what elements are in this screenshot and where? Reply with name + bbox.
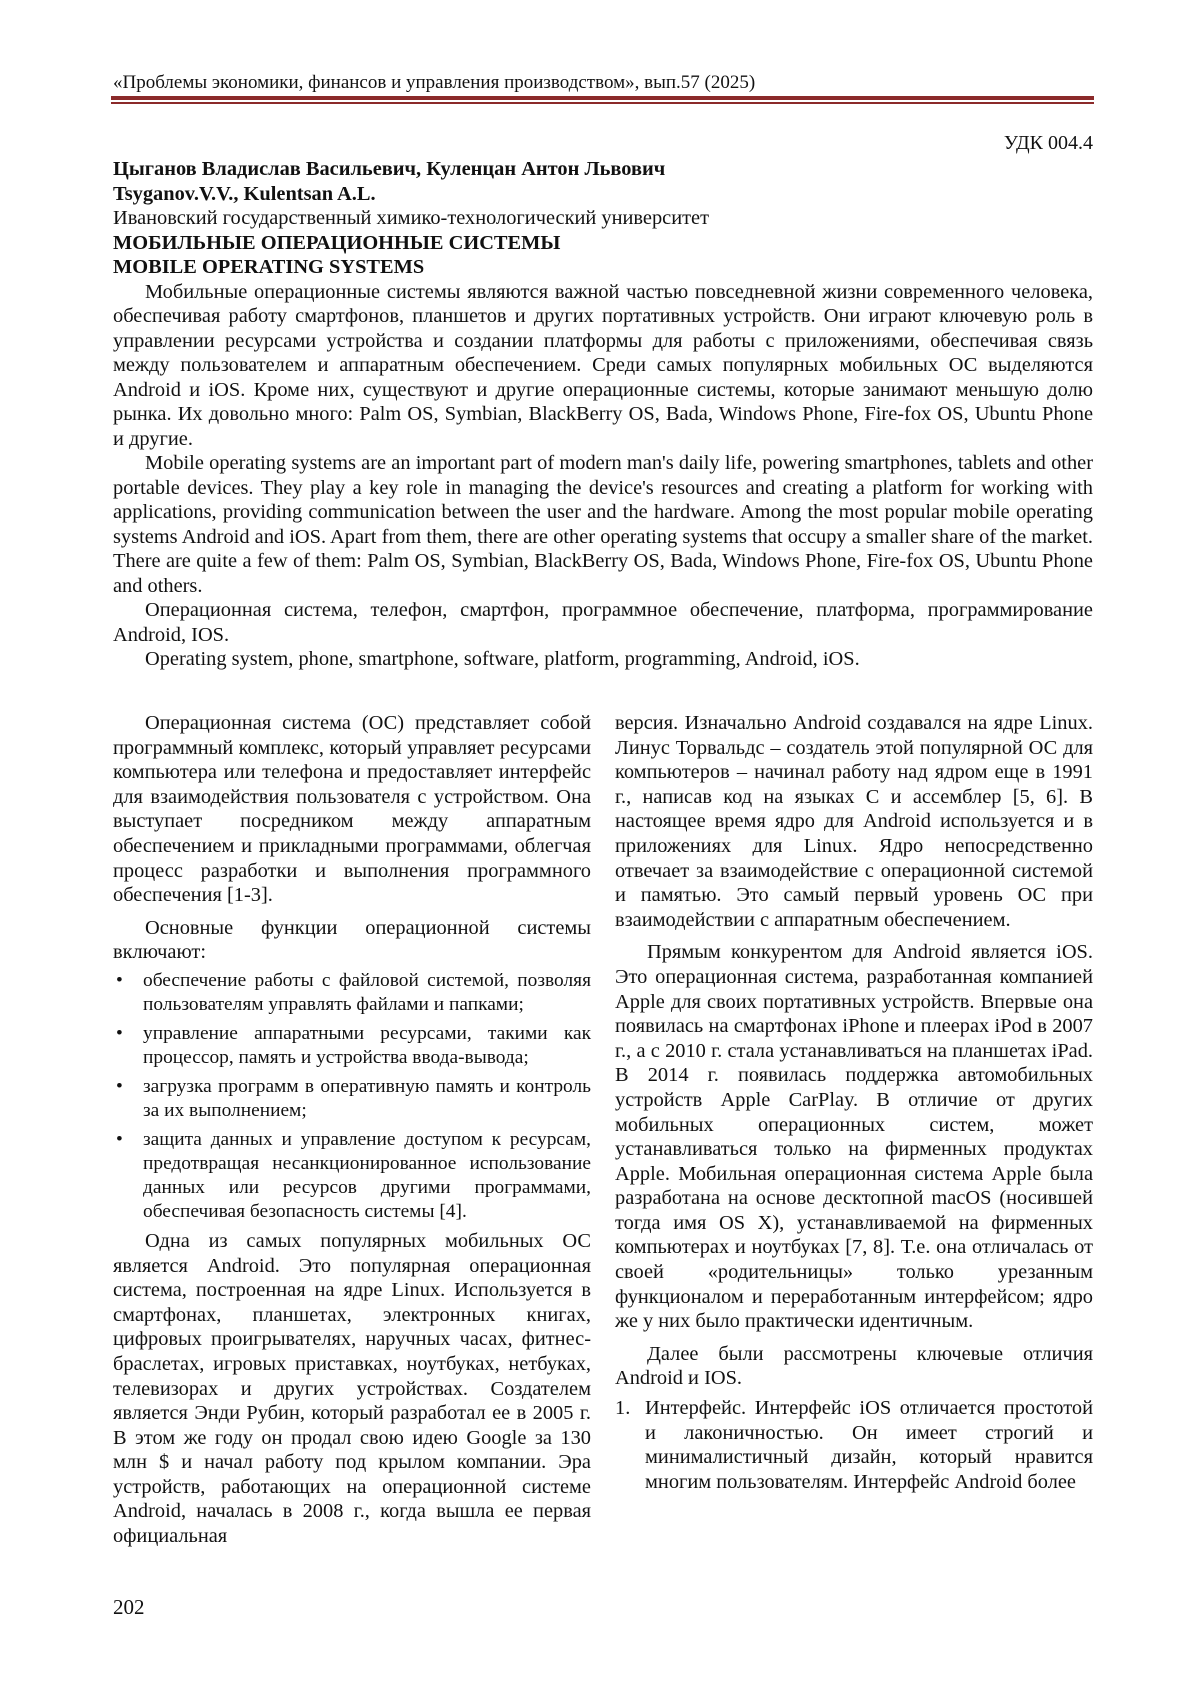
left-paragraph-3: Одна из самых популярных мобильных ОС является Android. Это популярная операционная система, построенная на ядре Linux. Используется в смартфонах, планшетах, электронных книгах, цифровых проигрывателях, наручных часах, фитнес-браслетах, игровых приставках, ноутбуках, нетбуках, телевизорах и других устройствах. Создателем является Энди Рубин, который разработал ее в 2005 г. В этом же году он продал свою идею Google за 130 млн $ и начал работу под крылом компании. Эра устройств, работающих на операционной системе Android, началась в 2008 г., когда вышла ее первая официальная <box>113 1229 591 1548</box>
left-paragraph-1: Операционная система (ОС) представляет собой программный комплекс, который управляет ресурсами компьютера или телефона и предоставляет интерфейс для взаимодействия пользователя с устройством. Она выступает посредником между аппаратным обеспечением и прикладными программами, облегчая процесс разработки и выполнения программного обеспечения [1-3]. <box>113 712 591 907</box>
list-item <box>615 1396 1093 1494</box>
front-matter <box>113 157 1093 672</box>
running-header: «Проблемы экономики, финансов и управления производством», вып.57 (2025) <box>113 72 756 93</box>
header-rule-thick <box>111 96 1094 100</box>
bullet-icon: • <box>116 1075 123 1097</box>
keywords-en: Operating system, phone, smartphone, software, platform, programming, Android, iOS. <box>145 648 860 670</box>
bullet-icon: • <box>116 1022 123 1044</box>
list-item <box>113 1128 591 1224</box>
list-item-text: Интерфейс. Интерфейс iOS отличается простотой и лаконичностью. Он имеет строгий и минималистичный дизайн, который нравится многим пользователям. Интерфейс Android более <box>645 1397 1093 1493</box>
right-paragraph-1: версия. Изначально Android создавался на ядре Linux. Линус Торвальдс – создатель этой популярной ОС для компьютеров – начинал работу над ядром еще в 1991 г., написав код на языках C и ассемблер [5, 6]. В настоящее время ядро для Android используется и в приложениях для Linux. Ядро непосредственно отвечает за взаимодействие с операционной системой и памятью. Это самый первый уровень ОС при взаимодействии с аппаратным обеспечением. <box>615 712 1093 931</box>
right-paragraph-3: Далее были рассмотрены ключевые отличия Android и IOS. <box>615 1342 1093 1390</box>
list-item-text: управление аппаратными ресурсами, такими как процессор, память и устройства ввода-вывода; <box>143 1022 591 1068</box>
udk-code: УДК 004.4 <box>1003 132 1093 154</box>
differences-list <box>615 1396 1093 1494</box>
authors-en: Tsyganov.V.V., Kulentsan A.L. <box>113 182 376 205</box>
left-paragraph-2: Основные функции операционной системы включают: <box>113 916 591 964</box>
abstract-ru: Мобильные операционные системы являются важной частью повседневной жизни современного человека, обеспечивая работу смартфонов, планшетов и других портативных устройств. Они играют ключевую роль в управлении ресурсами устройства и создании платформы для работы с приложениями, обеспечивая связь между пользователем и аппаратным обеспечением. Среди самых популярных мобильных ОС выделяются Android и iOS. Кроме них, существуют и другие операционные системы, которые занимают меньшую долю рынка. Их довольно много: Palm OS, Symbian, BlackBerry OS, Bada, Windows Phone, Fire-fox OS, Ubuntu Phone и другие. <box>113 280 1093 450</box>
functions-list <box>113 969 591 1224</box>
keywords-ru: Операционная система, телефон, смартфон, программное обеспечение, платформа, программирование Android, IOS. <box>113 599 1093 646</box>
header-rule-thin <box>111 102 1094 104</box>
page-number: 202 <box>113 1595 145 1619</box>
left-column <box>113 711 591 1549</box>
bullet-icon: • <box>116 969 123 991</box>
title-en: MOBILE OPERATING SYSTEMS <box>113 256 425 278</box>
list-item-text: защита данных и управление доступом к ресурсам, предотвращая несанкционированное использование данных или ресурсов другими программами, обеспечивая безопасность системы [4]. <box>143 1128 591 1222</box>
authors-ru: Цыганов Владислав Васильевич, Куленцан Антон Львович <box>113 158 666 180</box>
bullet-icon: • <box>116 1128 123 1150</box>
abstract-en: Mobile operating systems are an important part of modern man's daily life, powering smartphones, tablets and other portable devices. They play a key role in managing the device's resources and creating a platform for working with applications, providing communication between the user and the hardware. Among the most popular mobile operating systems Android and iOS. Apart from them, there are other operating systems that occupy a smaller share of the market. There are quite a few of them: Palm OS, Symbian, BlackBerry OS, Bada, Windows Phone, Fire-fox OS, Ubuntu Phone and others. <box>113 452 1093 597</box>
list-item <box>113 969 591 1017</box>
list-item <box>113 1022 591 1070</box>
list-number: 1. <box>615 1397 631 1420</box>
list-item-text: обеспечение работы с файловой системой, позволяя пользователям управлять файлами и папками; <box>143 969 591 1015</box>
list-item <box>113 1075 591 1123</box>
right-paragraph-2: Прямым конкурентом для Android является iOS. Это операционная система, разработанная компанией Apple для своих портативных устройств. Впервые она появилась на смартфонах iPhone и плеерах iPod в 2007 г., а с 2010 г. стала устанавливаться на планшетах iPad. В 2014 г. появилась поддержка автомобильных устройств Apple CarPlay. В отличие от других мобильных операционных систем, может устанавливаться только на фирменных продуктах Apple. Мобильная операционная система Apple была разработана на основе десктопной macOS (носившей тогда имя OS X), устанавливаемой на фирменных компьютерах и ноутбуках [7, 8]. Т.е. она отличалась от своей «родительницы» только урезанным функционалом и переработанным интерфейсом; ядро же у них было практически идентичным. <box>615 941 1093 1333</box>
list-item-text: загрузка программ в оперативную память и контроль за их выполнением; <box>143 1075 591 1121</box>
title-ru: МОБИЛЬНЫЕ ОПЕРАЦИОННЫЕ СИСТЕМЫ <box>113 231 561 254</box>
right-column <box>615 711 1093 1494</box>
affiliation: Ивановский государственный химико-технологический университет <box>113 207 710 229</box>
